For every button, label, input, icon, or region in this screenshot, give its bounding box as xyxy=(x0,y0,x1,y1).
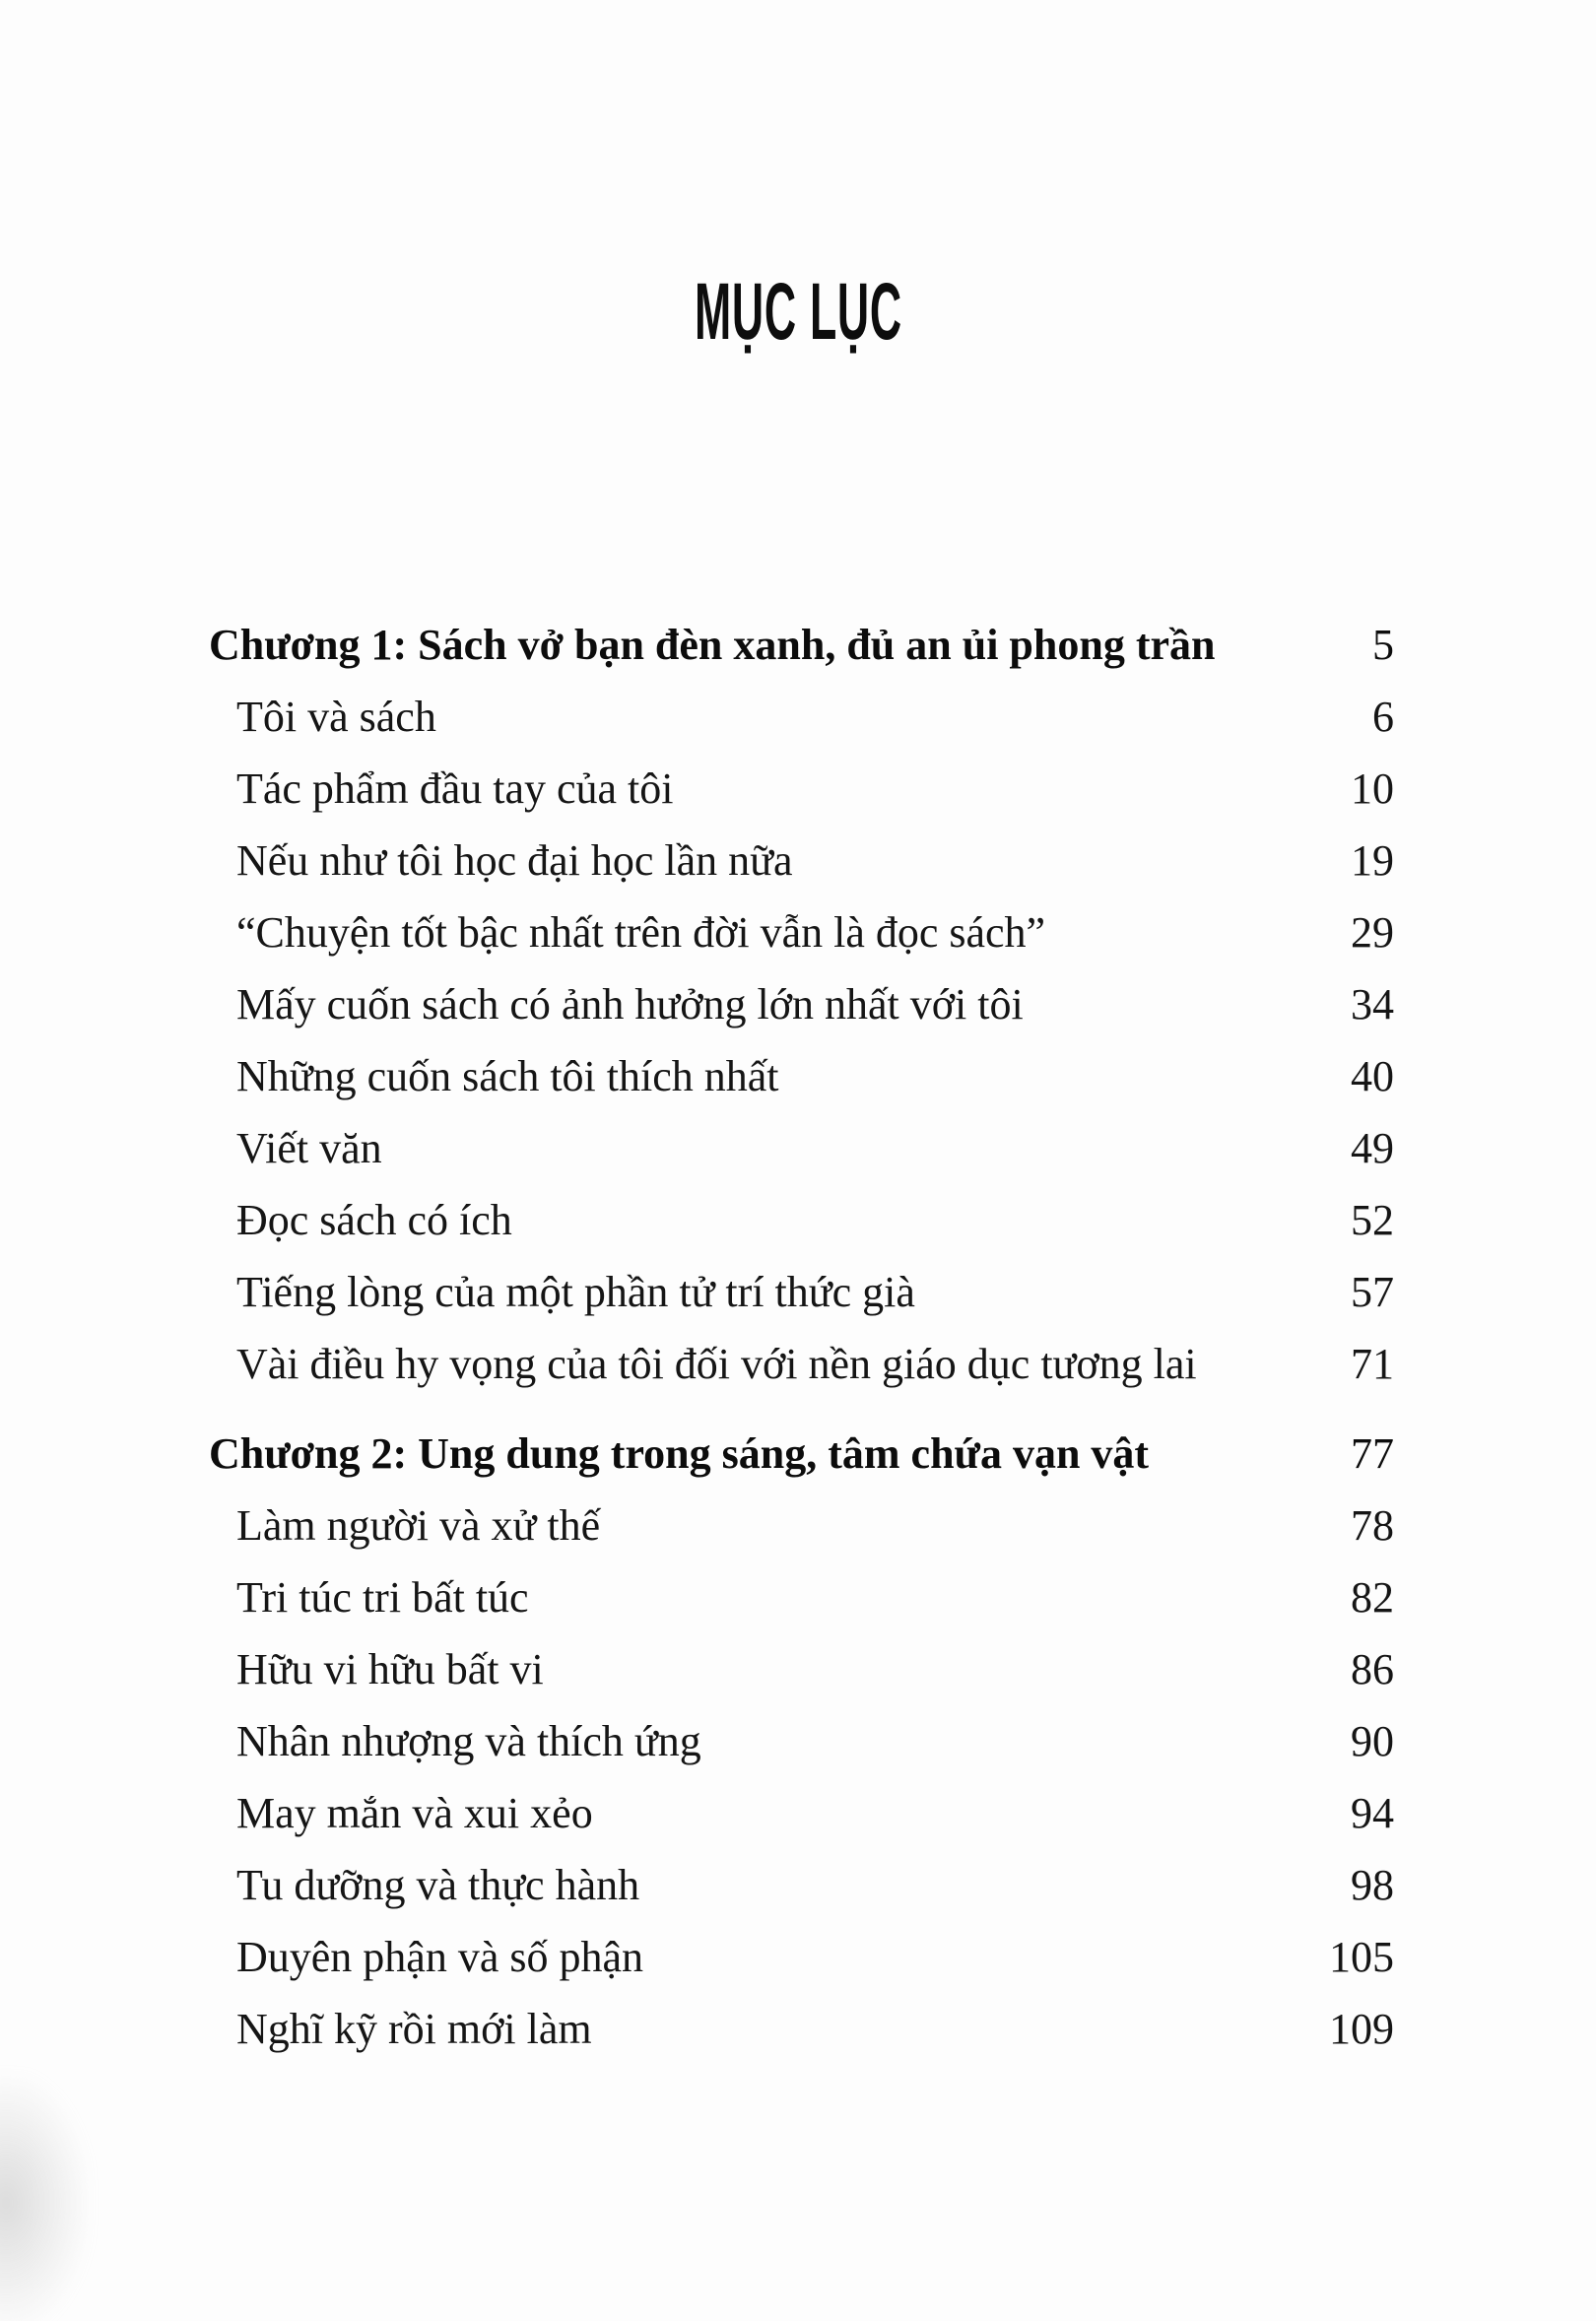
toc-entry-page: 57 xyxy=(1351,1268,1394,1316)
toc-item-row xyxy=(209,1561,1394,1633)
page-title-wrap xyxy=(0,266,1596,358)
toc-item-row xyxy=(209,1849,1394,1921)
toc-entry-page: 86 xyxy=(1351,1645,1394,1693)
toc-entry-page: 98 xyxy=(1351,1861,1394,1909)
toc-entry-label: Tri túc tri bất túc xyxy=(236,1573,529,1622)
toc-entry-label: Hữu vi hữu bất vi xyxy=(236,1645,544,1693)
toc-entry-label: May mắn và xui xẻo xyxy=(236,1789,593,1837)
toc-item-row xyxy=(209,681,1394,753)
toc-entry-label: Nghĩ kỹ rồi mới làm xyxy=(236,2005,592,2053)
toc-entry-label: Viết văn xyxy=(236,1124,382,1172)
toc-entry-label: Duyên phận và số phận xyxy=(236,1933,644,1981)
toc-item-row xyxy=(209,1184,1394,1256)
toc-entry-label: Tác phẩm đầu tay của tôi xyxy=(236,764,674,813)
toc-item-row xyxy=(209,1633,1394,1705)
toc-entry-page: 49 xyxy=(1351,1124,1394,1172)
toc-entry-page: 90 xyxy=(1351,1717,1394,1765)
toc-item-row xyxy=(209,1993,1394,2065)
toc-entry-label: Những cuốn sách tôi thích nhất xyxy=(236,1052,779,1100)
toc-item-row xyxy=(209,896,1394,968)
toc-entry-page: 29 xyxy=(1351,908,1394,957)
toc-entry-label: Vài điều hy vọng của tôi đối với nền giáo dục tương lai xyxy=(236,1340,1197,1388)
toc-item-row xyxy=(209,1777,1394,1849)
toc-entry-page: 105 xyxy=(1329,1933,1394,1981)
toc-entry-label: Tôi và sách xyxy=(236,693,436,741)
toc-entry-label: Đọc sách có ích xyxy=(236,1196,512,1244)
toc-entry-label: Tiếng lòng của một phần tử trí thức già xyxy=(236,1268,915,1316)
toc-item-row xyxy=(209,1921,1394,1993)
toc-item-row xyxy=(209,1490,1394,1561)
page-title: MỤC LỤC xyxy=(694,267,902,358)
toc-list xyxy=(209,591,1394,2065)
toc-entry-label: Nếu như tôi học đại học lần nữa xyxy=(236,836,793,885)
toc-chapter-row xyxy=(209,1418,1394,1490)
toc-item-row xyxy=(209,1328,1394,1400)
toc-chapter-row xyxy=(209,609,1394,681)
toc-entry-page: 71 xyxy=(1351,1340,1394,1388)
toc-entry-label: Tu dưỡng và thực hành xyxy=(236,1861,640,1909)
toc-entry-label: Mấy cuốn sách có ảnh hưởng lớn nhất với tôi xyxy=(236,980,1024,1028)
toc-entry-page: 5 xyxy=(1372,621,1394,669)
toc-item-row xyxy=(209,1705,1394,1777)
toc-item-row xyxy=(209,753,1394,825)
toc-entry-page: 19 xyxy=(1351,836,1394,885)
toc-entry-label: “Chuyện tốt bậc nhất trên đời vẫn là đọc sách” xyxy=(236,908,1046,957)
toc-entry-page: 34 xyxy=(1351,980,1394,1028)
toc-entry-page: 109 xyxy=(1329,2005,1394,2053)
toc-entry-page: 82 xyxy=(1351,1573,1394,1622)
toc-entry-label: Làm người và xử thế xyxy=(236,1501,601,1550)
toc-item-row xyxy=(209,968,1394,1040)
toc-entry-label: Chương 1: Sách vở bạn đèn xanh, đủ an ủi phong trần xyxy=(209,621,1216,669)
toc-item-row xyxy=(209,825,1394,896)
toc-entry-page: 77 xyxy=(1351,1429,1394,1478)
toc-entry-label: Chương 2: Ung dung trong sáng, tâm chứa vạn vật xyxy=(209,1429,1150,1478)
toc-entry-page: 6 xyxy=(1372,693,1394,741)
toc-item-row xyxy=(209,1256,1394,1328)
toc-entry-page: 78 xyxy=(1351,1501,1394,1550)
toc-item-row xyxy=(209,1112,1394,1184)
toc-entry-page: 10 xyxy=(1351,764,1394,813)
toc-entry-page: 40 xyxy=(1351,1052,1394,1100)
toc-entry-label: Nhân nhượng và thích ứng xyxy=(236,1717,701,1765)
toc-entry-page: 94 xyxy=(1351,1789,1394,1837)
toc-item-row xyxy=(209,1040,1394,1112)
scan-smudge xyxy=(0,2075,89,2321)
toc-entry-page: 52 xyxy=(1351,1196,1394,1244)
